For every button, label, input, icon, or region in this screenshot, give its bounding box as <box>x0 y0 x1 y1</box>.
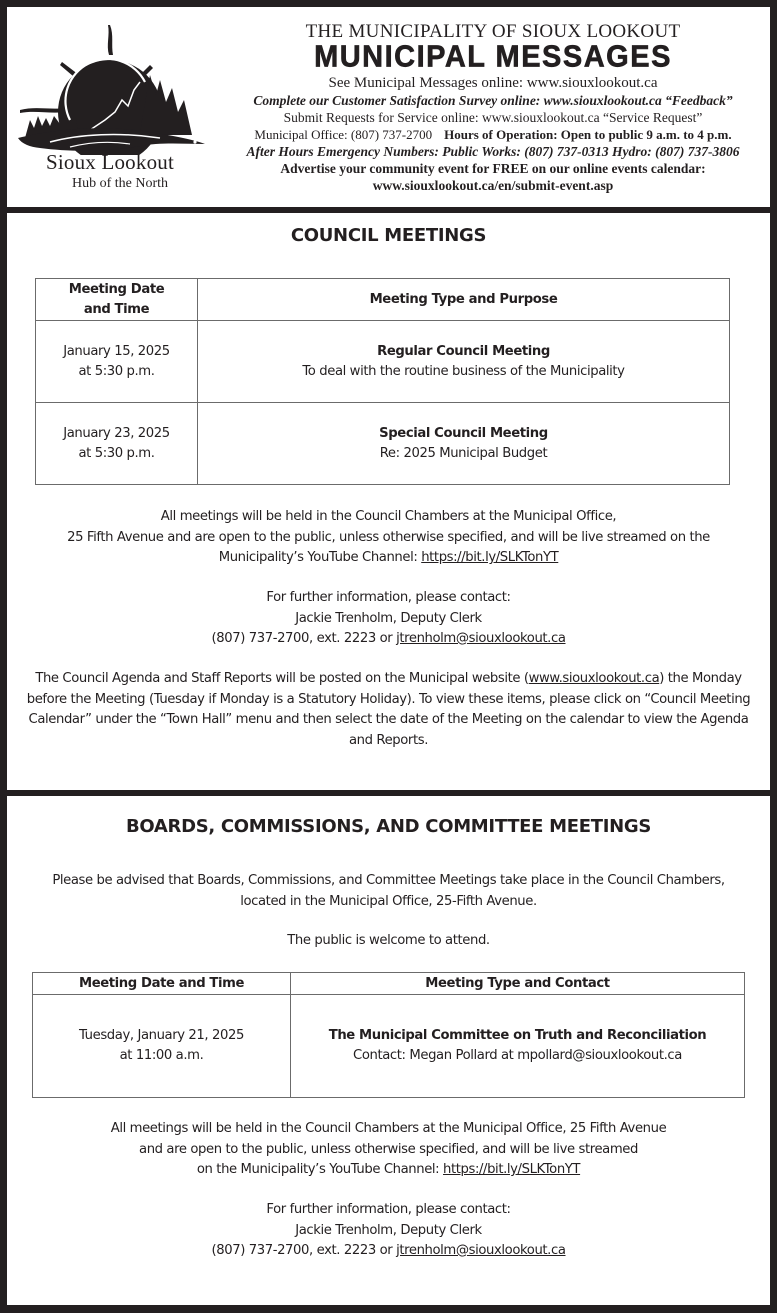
table-row <box>36 403 730 485</box>
table-row <box>33 995 745 1098</box>
table-row <box>36 321 730 403</box>
masthead-text <box>219 22 767 194</box>
youtube-link[interactable]: https://bit.ly/SLKTonYT <box>443 1162 581 1177</box>
table-header-row <box>33 973 745 995</box>
meeting-purpose: Re: 2025 Municipal Budget <box>379 445 548 461</box>
service-request-note: Submit Requests for Service online: www.siouxlookout.ca “Service Request” <box>283 110 703 125</box>
council-meetings-section <box>7 213 770 790</box>
contact-heading: For further information, please contact: <box>266 1202 511 1217</box>
meeting-date-cell <box>36 321 198 403</box>
column-header-type: Meeting Type and Purpose <box>198 279 730 321</box>
note-line: All meetings will be held in the Council Chambers at the Municipal Office, <box>160 509 617 524</box>
public-welcome-note: The public is welcome to attend. <box>287 933 490 948</box>
masthead-municipality: THE MUNICIPALITY OF SIOUX LOOKOUT <box>305 21 681 42</box>
header-text: and Time <box>83 301 150 317</box>
contact-line <box>7 1241 770 1262</box>
logo-name: Sioux Lookout <box>45 150 175 174</box>
sun-forest-lake-logo-icon <box>10 20 210 155</box>
meeting-date: Tuesday, January 21, 2025 <box>79 1028 244 1043</box>
office-hours-line <box>219 126 767 143</box>
note-line: and are open to the public, unless otherwise specified, and will be live streamed <box>139 1141 638 1157</box>
masthead <box>7 7 770 207</box>
meeting-time: at 11:00 a.m. <box>119 1048 204 1063</box>
contact-email-link[interactable]: jtrenholm@siouxlookout.ca <box>396 631 566 646</box>
note-line <box>7 548 770 569</box>
meeting-date: January 23, 2025 <box>63 425 170 441</box>
contact-phone: (807) 737-2700, ext. 2223 or <box>211 1243 397 1258</box>
submit-event-url: www.siouxlookout.ca/en/submit-event.asp <box>372 178 614 193</box>
contact-heading: For further information, please contact: <box>266 590 511 605</box>
meeting-date-cell <box>33 995 291 1098</box>
meeting-time: at 5:30 p.m. <box>78 445 155 461</box>
meeting-time: at 5:30 p.m. <box>78 363 155 379</box>
contact-line <box>7 629 770 650</box>
meeting-type-cell <box>198 321 730 403</box>
municipality-logo <box>10 20 210 195</box>
agenda-note <box>17 669 760 751</box>
online-messages-note: See Municipal Messages online: www.siouxlookout.ca <box>328 75 658 91</box>
note-line <box>7 1160 770 1181</box>
meeting-date: January 15, 2025 <box>63 343 170 359</box>
contact-info <box>7 1200 770 1262</box>
meeting-date-cell <box>36 403 198 485</box>
meeting-type: Special Council Meeting <box>379 425 548 441</box>
contact-email-link[interactable]: jtrenholm@siouxlookout.ca <box>396 1243 566 1258</box>
meeting-purpose: To deal with the routine business of the Municipality <box>302 363 625 379</box>
agenda-text: ) the Monday before the Meeting (Tuesday if Monday is a Statutory Holiday). To view these items, please click on “Council Meeting Calendar” under the “Town Hall” menu and then select the date of the Meeting on the calendar to view the Agenda and Reports. <box>26 671 751 748</box>
column-header-type: Meeting Type and Contact <box>291 973 745 995</box>
contact-phone: (807) 737-2700, ext. 2223 or <box>211 631 397 646</box>
note-text: Municipality’s YouTube Channel: <box>218 550 422 565</box>
meeting-location-note <box>7 507 770 569</box>
meeting-type: Regular Council Meeting <box>377 343 550 359</box>
intro-line: located in the Municipal Office, 25-Fifth Avenue. <box>240 893 537 909</box>
note-line: All meetings will be held in the Council Chambers at the Municipal Office, 25 Fifth Avenue <box>110 1121 667 1136</box>
website-link[interactable]: www.siouxlookout.ca <box>528 671 660 686</box>
council-meetings-table <box>35 278 730 485</box>
section-title: BOARDS, COMMISSIONS, AND COMMITTEE MEETINGS <box>125 816 652 837</box>
meeting-type: The Municipal Committee on Truth and Reconciliation <box>328 1028 707 1043</box>
contact-name: Jackie Trenholm, Deputy Clerk <box>295 610 482 626</box>
advertise-note: Advertise your community event for FREE on our online events calendar: <box>280 161 706 176</box>
meeting-type-cell <box>291 995 745 1098</box>
emergency-numbers: After Hours Emergency Numbers: Public Works: (807) 737-0313 Hydro: (807) 737-3806 <box>246 144 740 159</box>
logo-tagline: Hub of the North <box>71 176 169 191</box>
boards-committees-section <box>7 796 770 1305</box>
hours-of-operation: Hours of Operation: Open to public 9 a.m. to 4 p.m. <box>444 127 732 142</box>
masthead-title: MUNICIPAL MESSAGES <box>314 40 672 74</box>
agenda-text: The Council Agenda and Staff Reports will be posted on the Municipal website ( <box>35 671 529 686</box>
committee-meetings-table <box>32 972 745 1098</box>
intro-line: Please be advised that Boards, Commissions, and Committee Meetings take place in the Council Chambers, <box>52 873 725 888</box>
note-text: on the Municipality’s YouTube Channel: <box>196 1162 444 1177</box>
meeting-contact: Contact: Megan Pollard at mpollard@siouxlookout.ca <box>353 1048 682 1063</box>
header-text: Meeting Date <box>68 281 165 297</box>
youtube-link[interactable]: https://bit.ly/SLKTonYT <box>421 550 559 565</box>
office-phone: Municipal Office: (807) 737-2700 <box>254 127 433 142</box>
column-header-date: Meeting Date and Time <box>33 973 291 995</box>
meeting-type-cell <box>198 403 730 485</box>
boards-intro <box>7 871 770 912</box>
section-title: COUNCIL MEETINGS <box>290 225 487 246</box>
meeting-location-note <box>7 1119 770 1181</box>
contact-info <box>7 588 770 650</box>
column-header-date <box>36 279 198 321</box>
contact-name: Jackie Trenholm, Deputy Clerk <box>295 1222 482 1238</box>
survey-note: Complete our Customer Satisfaction Survey online: www.siouxlookout.ca “Feedback” <box>253 93 733 108</box>
table-header-row <box>36 279 730 321</box>
note-line: 25 Fifth Avenue and are open to the public, unless otherwise specified, and will be live streamed on the <box>67 529 710 545</box>
